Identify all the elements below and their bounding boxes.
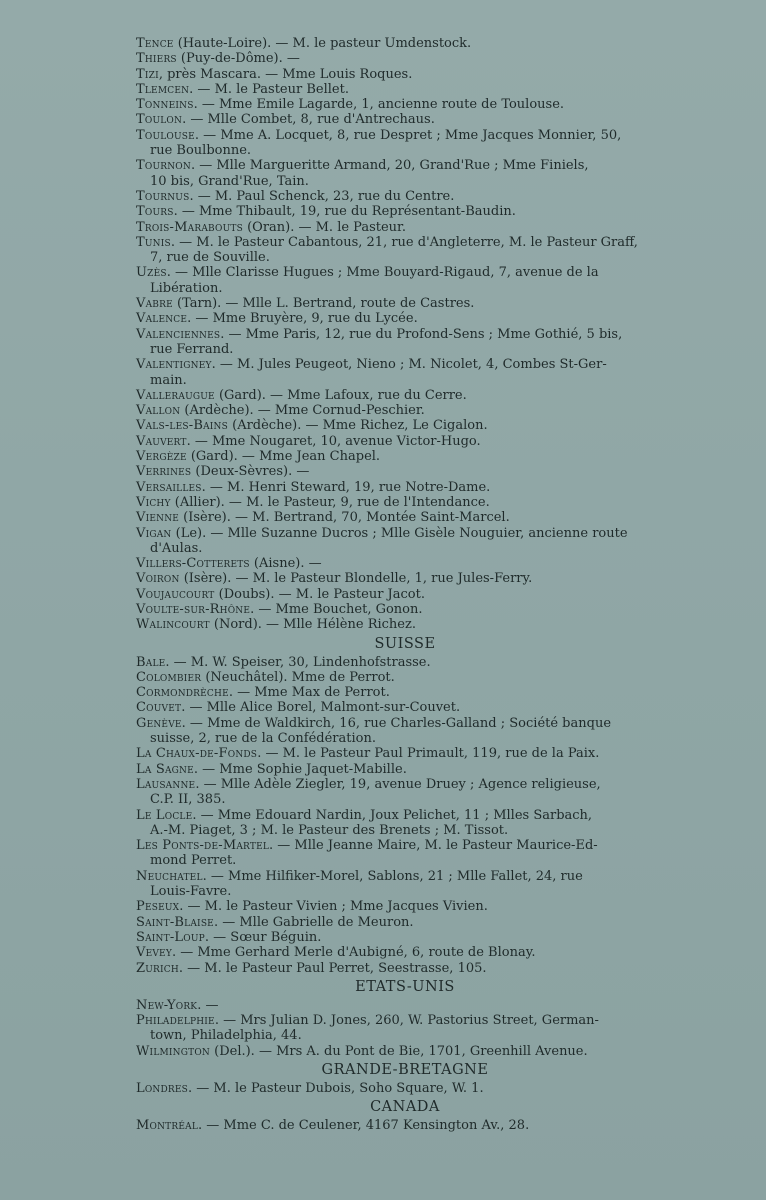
directory-entry xyxy=(136,311,674,326)
entry-continuation: Libération. xyxy=(150,280,223,296)
entry-text: . — Mlle Gabrielle de Meuron. xyxy=(213,914,414,930)
entry-continuation: rue Ferrand. xyxy=(150,341,234,357)
directory-entry xyxy=(136,655,674,670)
entry-text: . — Mme C. de Ceulener, 4167 Kensington Av., 28. xyxy=(198,1118,530,1134)
entry-text: . — M. Jules Peugeot, Nieno ; M. Nicolet, 4, Combes St-Ger- xyxy=(211,357,607,373)
entry-text: . — Mlle Margueritte Armand, 20, Grand'Rue ; Mme Finiels, xyxy=(190,158,589,174)
place-name: Couvet xyxy=(136,700,182,716)
place-name: Vevey xyxy=(136,945,172,961)
directory-entry xyxy=(136,838,674,869)
entry-text: . — M. le Pasteur Bellet. xyxy=(189,81,349,97)
directory-entry xyxy=(136,510,674,525)
directory-entry xyxy=(136,189,674,204)
directory-entry xyxy=(136,296,674,311)
place-name: Toulon xyxy=(136,112,183,128)
directory-entry xyxy=(136,808,674,839)
place-name: Valence xyxy=(136,311,188,327)
place-name: Bale xyxy=(136,654,166,670)
country-heading: ETATS-UNIS xyxy=(355,978,455,995)
entry-text: . — Mme Bruyère, 9, rue du Lycée. xyxy=(187,311,418,327)
place-name: Saint-Loup xyxy=(136,929,205,945)
entry-text: . — Mlle Adèle Ziegler, 19, avenue Druey ; Agence religieuse, xyxy=(195,776,601,792)
entry-text: (Doubs). — M. le Pasteur Jacot. xyxy=(214,586,425,602)
place-name: Tours xyxy=(136,204,174,220)
place-name: Tunis xyxy=(136,234,171,250)
directory-entry xyxy=(136,418,674,433)
entry-text: . — M. Henri Steward, 19, rue Notre-Dame. xyxy=(201,479,491,495)
directory-entry xyxy=(136,869,674,900)
entry-text: . — Mme Hilfiker-Morel, Sablons, 21 ; Mlle Fallet, 24, rue xyxy=(202,868,583,884)
directory-entry xyxy=(136,480,674,495)
place-name: Villers-Cotterets xyxy=(136,556,250,572)
place-name: Tizi xyxy=(136,66,159,82)
directory-entry xyxy=(136,762,674,777)
place-name: Voiron xyxy=(136,571,180,587)
entry-text: . — Sœur Béguin. xyxy=(204,929,322,945)
directory-entry xyxy=(136,945,674,960)
entry-text: (Gard). — Mme Jean Chapel. xyxy=(186,449,381,465)
directory-entry xyxy=(136,961,674,976)
directory-entry xyxy=(136,403,674,418)
directory-entry xyxy=(136,220,674,235)
entry-text: . — M. Paul Schenck, 23, rue du Centre. xyxy=(189,188,455,204)
entry-text: (Nord). — Mlle Hélène Richez. xyxy=(209,617,416,633)
place-name: Vals-les-Bains xyxy=(136,418,228,434)
entry-text: . — M. le Pasteur Paul Perret, Seestrasse, 105. xyxy=(178,960,487,976)
place-name: Lausanne xyxy=(136,776,196,792)
place-name: Vallon xyxy=(136,403,181,419)
entry-text: . — Mme Paris, 12, rue du Profond-Sens ; Mme Gothié, 5 bis, xyxy=(220,326,623,342)
directory-entry xyxy=(136,235,674,266)
directory-entry xyxy=(136,495,674,510)
directory-entry xyxy=(136,587,674,602)
directory-entry xyxy=(136,51,674,66)
entry-text: . — Mme A. Locquet, 8, rue Despret ; Mme Jacques Monnier, 50, xyxy=(194,127,622,143)
entry-text: (Le). — Mlle Suzanne Ducros ; Mlle Gisèle Nouguier, ancienne route xyxy=(171,525,628,541)
entry-text: (Oran). — M. le Pasteur. xyxy=(242,219,406,235)
entry-text: . — Mme Bouchet, Gonon. xyxy=(250,601,423,617)
entry-text: (Neuchâtel). Mme de Perrot. xyxy=(201,669,395,685)
place-name: La Sagne xyxy=(136,761,194,777)
entry-continuation: 10 bis, Grand'Rue, Tain. xyxy=(150,173,309,189)
entry-text: (Del.). — Mrs A. du Pont de Bie, 1701, Greenhill Avenue. xyxy=(210,1043,588,1059)
place-name: Neuchatel xyxy=(136,868,203,884)
place-name: Vienne xyxy=(136,510,180,526)
place-name: Valleraugue xyxy=(136,387,215,403)
place-name: Wilmington xyxy=(136,1043,210,1059)
place-name: Uzès xyxy=(136,265,167,281)
entry-continuation: C.P. II, 385. xyxy=(150,792,226,808)
place-name: Peseux xyxy=(136,899,180,915)
entry-text: . — Mlle Combet, 8, rue d'Antrechaus. xyxy=(182,112,435,128)
entry-text: . — xyxy=(197,997,219,1013)
entry-text: (Haute-Loire). — M. le pasteur Umdenstock. xyxy=(173,36,472,51)
place-name: Voulte-sur-Rhône xyxy=(136,601,251,617)
directory-entry xyxy=(136,556,674,571)
entry-continuation: town, Philadelphia, 44. xyxy=(150,1028,302,1044)
directory-entry xyxy=(136,327,674,358)
place-name: Le Locle xyxy=(136,807,193,823)
entry-text: , près Mascara. — Mme Louis Roques. xyxy=(158,66,413,82)
entry-continuation: main. xyxy=(150,372,187,388)
entry-text: . — Mme Thibault, 19, rue du Représentant-Baudin. xyxy=(173,204,516,220)
place-name: Versailles xyxy=(136,479,202,495)
directory-entry xyxy=(136,777,674,808)
directory-entry xyxy=(136,204,674,219)
country-heading: GRANDE-BRETAGNE xyxy=(321,1062,489,1078)
place-name: Walincourt xyxy=(136,617,210,633)
directory-entry xyxy=(136,67,674,82)
place-name: Toulouse xyxy=(136,127,195,143)
place-name: New-York xyxy=(136,997,198,1013)
entry-text: . — Mme Sophie Jaquet-Mabille. xyxy=(193,761,407,777)
directory-entry xyxy=(136,526,674,557)
place-name: Tence xyxy=(136,36,174,51)
directory-entry xyxy=(136,1013,674,1044)
entry-text: . — M. le Pasteur Paul Primault, 119, rue de la Paix. xyxy=(257,746,600,762)
directory-entry xyxy=(136,128,674,159)
directory-entry xyxy=(136,700,674,715)
directory-entry xyxy=(136,449,674,464)
directory-entry xyxy=(136,571,674,586)
entry-continuation: d'Aulas. xyxy=(150,540,203,556)
place-name: Vauvert xyxy=(136,433,187,449)
directory-entry xyxy=(136,685,674,700)
entry-text: (Ardèche). — Mme Richez, Le Cigalon. xyxy=(227,418,488,434)
entry-continuation: suisse, 2, rue de la Confédération. xyxy=(150,731,376,747)
directory-entry xyxy=(136,82,674,97)
place-name: Genève xyxy=(136,715,182,731)
place-name: Saint-Blaise xyxy=(136,914,214,930)
entry-text: (Tarn). — Mlle L. Bertrand, route de Castres. xyxy=(172,296,475,312)
place-name: La Chaux-de-Fonds xyxy=(136,746,258,762)
place-name: Philadelphie xyxy=(136,1013,215,1029)
entry-text: (Puy-de-Dôme). — xyxy=(176,51,300,67)
entry-text: . — Mme de Waldkirch, 16, rue Charles-Galland ; Société banque xyxy=(181,715,612,731)
place-name: Colombier xyxy=(136,669,202,685)
directory-entry xyxy=(136,265,674,296)
entry-text: . — Mme Emile Lagarde, 1, ancienne route de Toulouse. xyxy=(193,97,565,113)
place-name: Zurich xyxy=(136,960,179,976)
directory-entry xyxy=(136,36,674,51)
place-name: Vergèze xyxy=(136,449,187,465)
entry-text: . — M. W. Speiser, 30, Lindenhofstrasse. xyxy=(165,654,431,670)
entry-text: (Gard). — Mme Lafoux, rue du Cerre. xyxy=(214,387,467,403)
directory-entry xyxy=(136,1118,674,1133)
place-name: Vigan xyxy=(136,525,172,541)
directory-entry xyxy=(136,670,674,685)
place-name: Valenciennes xyxy=(136,326,221,342)
entry-text: . — Mrs Julian D. Jones, 260, W. Pastorius Street, German- xyxy=(214,1013,599,1029)
directory-entry xyxy=(136,602,674,617)
directory-entry xyxy=(136,112,674,127)
place-name: Thiers xyxy=(136,51,177,67)
place-name: Vabre xyxy=(136,296,173,312)
directory-entry xyxy=(136,1044,674,1059)
place-name: Tournus xyxy=(136,188,190,204)
place-name: Londres xyxy=(136,1081,189,1096)
directory-entry xyxy=(136,357,674,388)
country-heading: SUISSE xyxy=(374,635,436,652)
directory-entry xyxy=(136,617,674,632)
entry-text: (Deux-Sèvres). — xyxy=(191,464,310,480)
directory-entry xyxy=(136,930,674,945)
entry-text: . — Mlle Clarisse Hugues ; Mme Bouyard-Rigaud, 7, avenue de la xyxy=(166,265,599,281)
entry-text: . — M. le Pasteur Dubois, Soho Square, W. 1. xyxy=(188,1081,484,1096)
entry-text: . — Mme Gerhard Merle d'Aubigné, 6, route de Blonay. xyxy=(171,945,536,961)
entry-continuation: Louis-Favre. xyxy=(150,884,232,900)
entry-text: . — Mme Edouard Nardin, Joux Pelichet, 11 ; Mlles Sarbach, xyxy=(192,807,593,823)
directory-entry xyxy=(136,915,674,930)
place-name: Tonneins xyxy=(136,97,194,113)
entry-text: . — M. le Pasteur Vivien ; Mme Jacques Vivien. xyxy=(179,899,488,915)
entry-text: (Isère). — M. Bertrand, 70, Montée Saint-Marcel. xyxy=(179,510,510,526)
directory-entry xyxy=(136,158,674,189)
place-name: Verrines xyxy=(136,464,192,480)
place-name: Les Ponts-de-Martel xyxy=(136,838,270,854)
country-heading: CANADA xyxy=(370,1099,440,1116)
entry-continuation: rue Boulbonne. xyxy=(150,143,252,159)
place-name: Vichy xyxy=(136,494,171,510)
directory-entry xyxy=(136,998,674,1013)
entry-text: (Ardèche). — Mme Cornud-Peschier. xyxy=(180,403,425,419)
entry-text: . — Mlle Alice Borel, Malmont-sur-Couvet. xyxy=(181,700,461,716)
directory-entry xyxy=(136,388,674,403)
entry-continuation: 7, rue de Souville. xyxy=(150,250,270,266)
entry-text: . — Mme Nougaret, 10, avenue Victor-Hugo. xyxy=(186,433,481,449)
directory-entry xyxy=(136,716,674,747)
place-name: Voujaucourt xyxy=(136,586,215,602)
place-name: Montréal xyxy=(136,1118,198,1134)
entry-text: (Isère). — M. le Pasteur Blondelle, 1, rue Jules-Ferry. xyxy=(179,571,533,587)
entry-text: . — Mme Max de Perrot. xyxy=(228,685,390,701)
directory-entry xyxy=(136,1081,674,1096)
directory-entry xyxy=(136,434,674,449)
entry-text: . — Mlle Jeanne Maire, M. le Pasteur Maurice-Ed- xyxy=(269,838,598,854)
entry-continuation: A.-M. Piaget, 3 ; M. le Pasteur des Brenets ; M. Tissot. xyxy=(150,822,509,838)
directory-entry xyxy=(136,746,674,761)
place-name: Trois-Marabouts xyxy=(136,219,243,235)
entry-text: . — M. le Pasteur Cabantous, 21, rue d'Angleterre, M. le Pasteur Graff, xyxy=(170,234,638,250)
directory-entry xyxy=(136,464,674,479)
place-name: Tlemcen xyxy=(136,81,190,97)
place-name: Valentigney xyxy=(136,357,212,373)
entry-continuation: mond Perret. xyxy=(150,853,237,869)
entry-text: (Allier). — M. le Pasteur, 9, rue de l'Intendance. xyxy=(170,494,490,510)
place-name: Cormondrèche xyxy=(136,685,229,701)
directory-entry xyxy=(136,97,674,112)
place-name: Tournon xyxy=(136,158,191,174)
directory-entry xyxy=(136,899,674,914)
entry-text: (Aisne). — xyxy=(249,556,322,572)
